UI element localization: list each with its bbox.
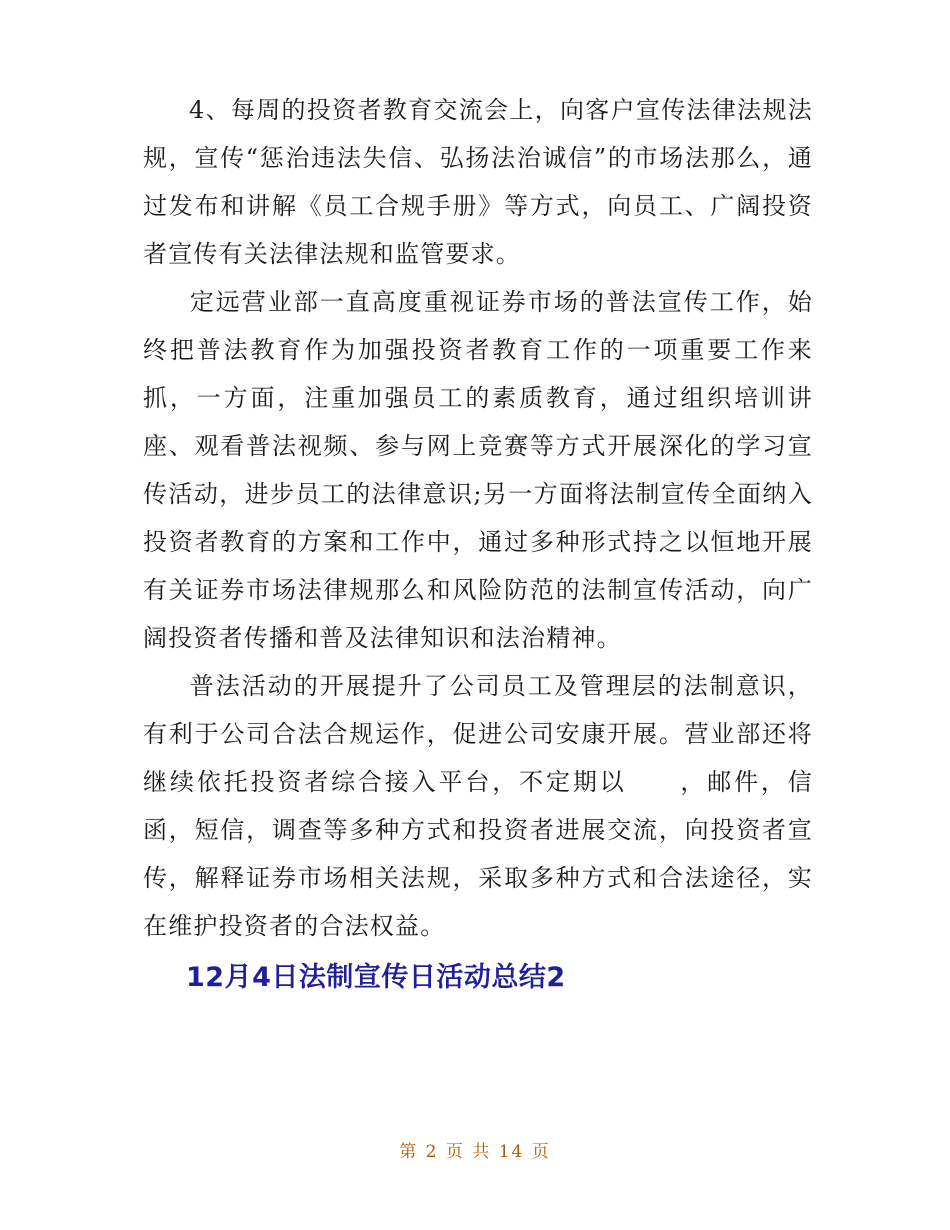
- section-heading: 12月4日法制宣传日活动总结2: [186, 962, 566, 993]
- paragraph-3-text: 普法活动的开展提升了公司员工及管理层的法制意识，有利于公司合法合规运作，促进公司安康开展。营业部还将继续依托投资者综合接入平台，不定期以 ，邮件，信函，短信，调查等多种方式和投资者进展交流，向投资者宣传，解释证券市场相关法规，采取多种方式和合法途径，实在维护投资者的合法权益。: [143, 672, 813, 940]
- document-body: [143, 86, 813, 950]
- page-footer: 第 2 页 共 14 页: [399, 1142, 551, 1162]
- paragraph-3: [143, 662, 813, 950]
- paragraph-2: [143, 278, 813, 662]
- paragraph-1: [143, 86, 813, 278]
- paragraph-2-text: 定远营业部一直高度重视证券市场的普法宣传工作，始终把普法教育作为加强投资者教育工作的一项重要工作来抓，一方面，注重加强员工的素质教育，通过组织培训讲座、观看普法视频、参与网上竞赛等方式开展深化的学习宣传活动，进步员工的法律意识;另一方面将法制宣传全面纳入投资者教育的方案和工作中，通过多种形式持之以恒地开展有关证券市场法律规那么和风险防范的法制宣传活动，向广阔投资者传播和普及法律知识和法治精神。: [143, 288, 813, 652]
- paragraph-1-text: 4、每周的投资者教育交流会上，向客户宣传法律法规法规，宣传“惩治违法失信、弘扬法治诚信”的市场法那么，通过发布和讲解《员工合规手册》等方式，向员工、广阔投资者宣传有关法律法规和监管要求。: [143, 96, 813, 268]
